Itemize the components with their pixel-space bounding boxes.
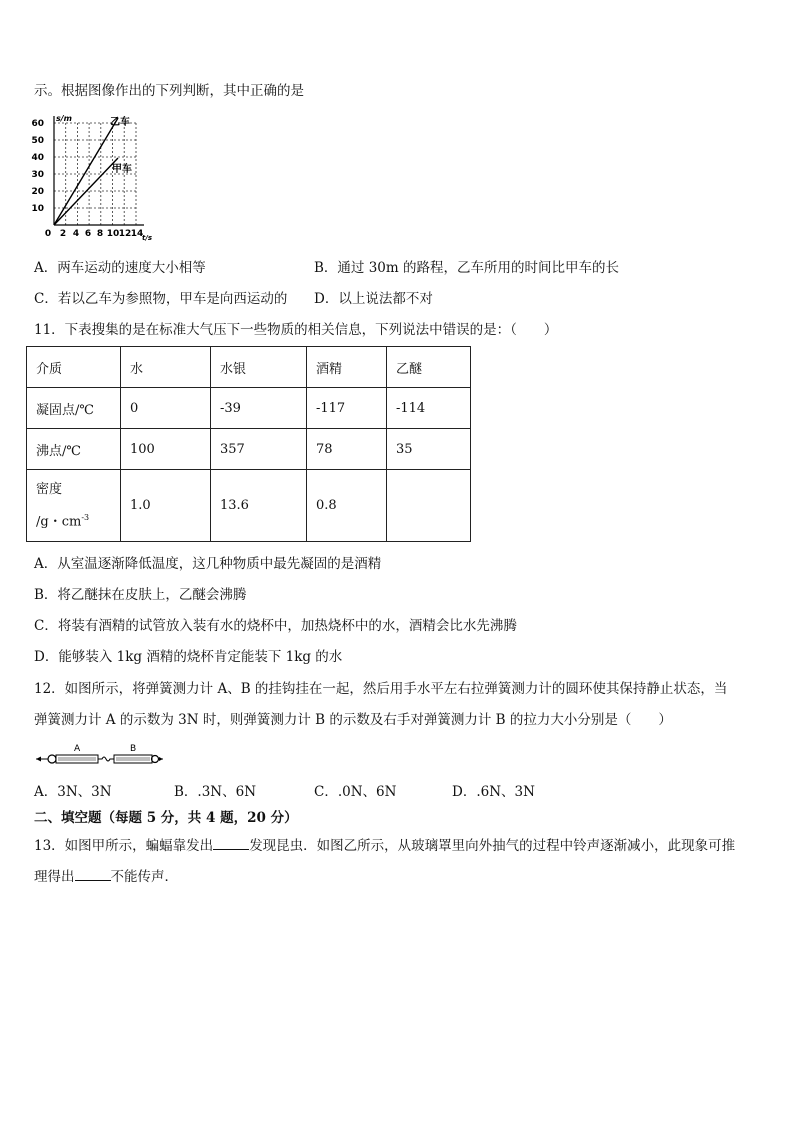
table-header-row [27, 347, 471, 388]
line-label-yi: 乙车 [110, 117, 130, 128]
q10-option-c: C．若以乙车为参照物，甲车是向西运动的 [34, 291, 288, 307]
table-cell: 介质 [27, 347, 121, 388]
table-cell: 酒精 [307, 347, 387, 388]
answer-blank-2[interactable] [75, 866, 111, 881]
q12-option-d: D．.6N、3N [452, 784, 535, 800]
table-row-boiling [27, 429, 471, 470]
table-cell: 沸点/℃ [27, 429, 121, 470]
q10-distance-time-graph [31, 112, 164, 246]
q11-option-d: D．能够装入 1kg 酒精的烧杯肯定能装下 1kg 的水 [34, 649, 343, 665]
table-cell: 水银 [211, 347, 307, 388]
table-cell [387, 470, 471, 542]
x-tick-12: 12 [118, 229, 132, 239]
y-axis-label: s/m [56, 114, 73, 123]
q13-line2 [34, 866, 178, 887]
table-cell: 35 [387, 429, 471, 470]
table-cell: 水 [121, 347, 211, 388]
q12-spring-scales-figure [34, 742, 164, 768]
table-cell: 100 [121, 429, 211, 470]
x-tick-4: 4 [72, 229, 80, 239]
q11-stem: 11．下表搜集的是在标准大气压下一些物质的相关信息，下列说法中错误的是：（ ） [34, 322, 558, 338]
section2-heading: 二、填空题（每题 5 分，共 4 题，20 分） [34, 810, 298, 826]
q13-line2-part-b: 不能传声． [110, 869, 178, 885]
q10-option-a: A．两车运动的速度大小相等 [34, 260, 206, 276]
table-cell: -114 [387, 388, 471, 429]
q13-line1-part-b: 发现昆虫．如图乙所示，从玻璃罩里向外抽气的过程中铃声逐渐减小，此现象可推 [249, 838, 736, 854]
density-unit: /g・cm [36, 514, 82, 530]
graph-line-jia [54, 158, 118, 225]
y-tick-30: 30 [31, 170, 44, 180]
q12-option-a: A．3N、3N [34, 784, 112, 800]
q11-option-a: A．从室温逐渐降低温度，这几种物质中最先凝固的是酒精 [34, 556, 382, 572]
table-cell: 78 [307, 429, 387, 470]
x-tick-2: 2 [59, 229, 67, 239]
y-tick-20: 20 [31, 187, 44, 197]
q10-option-b: B．通过 30m 的路程，乙车所用的时间比甲车的长 [314, 260, 619, 276]
q13-line2-part-a: 理得出 [34, 869, 75, 885]
table-cell: 凝固点/℃ [27, 388, 121, 429]
table-cell: 乙醚 [387, 347, 471, 388]
table-cell: 0 [121, 388, 211, 429]
density-unit-exponent: -3 [81, 513, 90, 523]
x-axis-label: t/s [142, 234, 153, 242]
density-label-line2 [36, 505, 120, 535]
y-tick-10: 10 [31, 204, 44, 214]
q12-stem-line2: 弹簧测力计 A 的示数为 3N 时，则弹簧测力计 B 的示数及右手对弹簧测力计 B 的拉力大小分别是（ ） [34, 712, 672, 728]
q11-substance-table [26, 346, 471, 542]
q10-intro-text: 示。根据图像作出的下列判断，其中正确的是 [34, 83, 304, 99]
x-tick-6: 6 [84, 229, 92, 239]
y-tick-60: 60 [31, 119, 44, 129]
line-label-jia: 甲车 [112, 164, 132, 175]
table-cell: 0.8 [307, 470, 387, 542]
answer-blank-1[interactable] [213, 835, 249, 850]
density-label-line1: 密度 [36, 482, 63, 498]
q12-option-c: C．.0N、6N [314, 784, 397, 800]
q10-option-d: D．以上说法都不对 [314, 291, 433, 307]
scale-a-label: A [74, 744, 81, 754]
scale-b-label: B [130, 744, 137, 754]
q13-line1-part-a: 13．如图甲所示，蝙蝠靠发出 [34, 838, 214, 854]
table-row-freezing [27, 388, 471, 429]
table-row-density [27, 470, 471, 542]
q12-stem-line1: 12．如图所示，将弹簧测力计 A、B 的挂钩挂在一起，然后用手水平左右拉弹簧测力计的圆环使其保持静止状态，当 [34, 681, 728, 697]
q11-option-b: B．将乙醚抹在皮肤上，乙醚会沸腾 [34, 587, 247, 603]
x-tick-10: 10 [106, 229, 120, 239]
table-cell: -117 [307, 388, 387, 429]
table-cell: 13.6 [211, 470, 307, 542]
graph-line-yi [54, 118, 118, 225]
table-cell-density-label [27, 470, 121, 542]
x-tick-0: 0 [44, 229, 52, 239]
x-tick-14: 14 [130, 229, 144, 239]
y-tick-40: 40 [31, 153, 44, 163]
table-cell: 357 [211, 429, 307, 470]
x-tick-8: 8 [96, 229, 104, 239]
table-cell: -39 [211, 388, 307, 429]
q13-line1 [34, 835, 735, 856]
y-tick-50: 50 [31, 136, 44, 146]
q11-option-c: C．将装有酒精的试管放入装有水的烧杯中，加热烧杯中的水，酒精会比水先沸腾 [34, 618, 517, 634]
table-cell: 1.0 [121, 470, 211, 542]
q12-option-b: B．.3N、6N [174, 784, 257, 800]
